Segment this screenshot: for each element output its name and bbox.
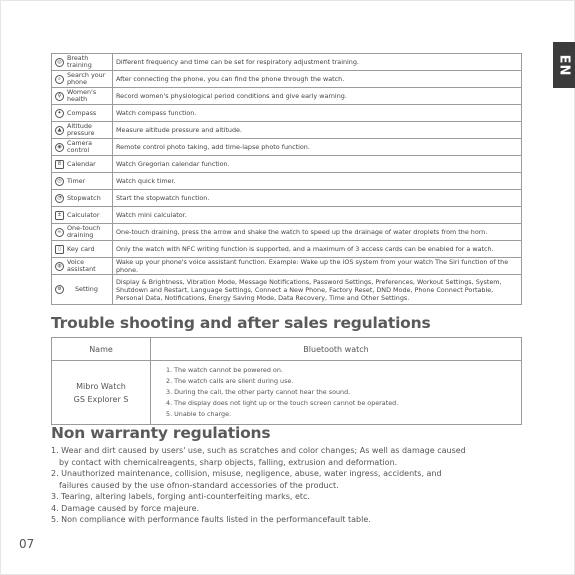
feature-row	[52, 139, 522, 156]
features-table	[51, 53, 522, 305]
feature-description: After connecting the phone, you can find the phone through the watch.	[113, 71, 522, 88]
warranty-item-text: 3. Tearing, altering labels, forging anti-counterfeiting marks, etc.	[51, 492, 310, 501]
feature-description: One-touch draining, press the arrow and shake the watch to speed up the drainage of water droplets from the horn.	[113, 224, 522, 241]
feature-row	[52, 54, 522, 71]
feature-name-cell	[52, 207, 113, 224]
feature-name-cell	[52, 105, 113, 122]
feature-name: Camera control	[67, 139, 93, 154]
fault-item: 3. During the call, the other party cannot hear the sound.	[166, 388, 351, 396]
feature-description: Different frequency and time can be set for respiratory adjustment training.	[113, 54, 522, 71]
feature-name: Stopwatch	[67, 193, 101, 202]
stopwatch-icon: ◔	[55, 194, 64, 203]
model-line-1: Mibro Watch	[76, 381, 126, 391]
warranty-item-text: 1. Wear and dirt caused by users' use, such as scratches and color changes; As well as damage caused	[51, 446, 466, 455]
feature-row	[52, 71, 522, 88]
feature-name: Timer	[67, 176, 86, 185]
feature-name: Setting	[75, 285, 98, 294]
feature-row	[52, 258, 522, 275]
warranty-item	[51, 445, 521, 468]
feature-name: Calculator	[67, 210, 100, 219]
feature-name-cell	[52, 190, 113, 207]
feature-name-cell	[52, 71, 113, 88]
trouble-section-title: Trouble shooting and after sales regulations	[51, 314, 431, 332]
warranty-item	[51, 503, 521, 515]
page-number: 07	[19, 537, 35, 551]
feature-name: Calendar	[67, 159, 96, 168]
warranty-item	[51, 468, 521, 491]
feature-name: Altitude pressure	[67, 122, 95, 137]
altitude-icon: ▲	[55, 126, 64, 135]
faults-cell	[151, 361, 522, 425]
fault-item: 5. Unable to charge.	[166, 410, 232, 418]
fault-item: 4. The display does not light up or the touch screen cannot be operated.	[166, 399, 399, 407]
feature-description: Measure altitude pressure and altitude.	[113, 122, 522, 139]
warranty-item-continuation: failures caused by the use ofnon-standard accessories of the product.	[59, 480, 339, 490]
key-card-icon: ▯	[55, 245, 64, 254]
feature-row	[52, 88, 522, 105]
feature-description: Watch mini calculator.	[113, 207, 522, 224]
feature-name: Key card	[67, 244, 95, 253]
feature-row	[52, 105, 522, 122]
feature-name-cell	[52, 241, 113, 258]
feature-description: Watch Gregorian calendar function.	[113, 156, 522, 173]
trouble-header-name: Name	[52, 338, 151, 361]
warranty-item-text: 4. Damage caused by force majeure.	[51, 503, 200, 513]
feature-name-cell	[52, 54, 113, 71]
feature-description: Record women's physiological period conditions and give early warning.	[113, 88, 522, 105]
trouble-header-product: Bluetooth watch	[151, 338, 522, 361]
feature-description: Only the watch with NFC writing function is supported, and a maximum of 3 access cards can be enabled for a watch.	[113, 241, 522, 258]
fault-item: 2. The watch calls are silent during use.	[166, 377, 294, 385]
feature-row	[52, 224, 522, 241]
feature-description: Watch compass function.	[113, 105, 522, 122]
feature-description: Wake up your phone's voice assistant function. Example: Wake up the iOS system from your watch The Siri function of the phone.	[113, 258, 522, 275]
language-label: EN	[556, 54, 572, 76]
calendar-icon: 8	[55, 160, 64, 169]
feature-name: Search your phone	[67, 71, 106, 86]
feature-description: Watch quick timer.	[113, 173, 522, 190]
feature-row	[52, 190, 522, 207]
feature-row	[52, 122, 522, 139]
feature-row	[52, 207, 522, 224]
trouble-table	[51, 337, 522, 425]
model-cell	[52, 361, 151, 425]
camera-icon: ◉	[55, 143, 64, 152]
feature-name: Women's health	[67, 88, 97, 103]
feature-name: Voice assistant	[67, 258, 96, 273]
timer-icon: ◷	[55, 177, 64, 186]
warranty-item	[51, 491, 521, 503]
compass-icon: ✦	[55, 109, 64, 118]
feature-row	[52, 241, 522, 258]
breath-icon: ◎	[55, 58, 64, 67]
warranty-list	[51, 445, 521, 526]
voice-assistant-icon: ◍	[55, 262, 64, 271]
feature-name-cell	[52, 88, 113, 105]
feature-row	[52, 156, 522, 173]
warranty-item-continuation: by contact with chemicalreagents, sharp objects, falling, extrusion and deformation.	[59, 457, 398, 467]
water-drain-icon: ≈	[55, 228, 64, 237]
model-line-2: GS Explorer S	[73, 394, 129, 404]
feature-name: Compass	[67, 108, 97, 117]
feature-name-cell	[52, 224, 113, 241]
warranty-item-text: 2. Unauthorized maintenance, collision, misuse, negligence, abuse, water ingress, accidents, and	[51, 469, 442, 478]
warranty-item-text: 5. Non compliance with performance faults listed in the performancefault table.	[51, 515, 371, 524]
warranty-item	[51, 514, 521, 526]
women-health-icon: ♀	[55, 92, 64, 101]
feature-name-cell	[52, 258, 113, 275]
feature-description: Display & Brightness, Vibration Mode, Message Notifications, Password Settings, Preferences, Workout Settings, System, Shutdown and Restart, Language Settings, Connect a New Phone, Factory Reset, DND Mode, Phone Connect Portable, Personal Data, Notifications, Energy Saving Mode, Data Recovery, Time and Other Settings.	[113, 275, 522, 305]
feature-description: Start the stopwatch function.	[113, 190, 522, 207]
fault-item: 1. The watch cannot be powered on.	[166, 366, 283, 374]
feature-description: Remote control photo taking, add time-lapse photo function.	[113, 139, 522, 156]
feature-name-cell	[52, 139, 113, 156]
calculator-icon: ±	[55, 211, 64, 220]
settings-icon: ⚙	[55, 285, 64, 294]
feature-name-cell	[52, 275, 113, 305]
feature-name: Breath training	[67, 54, 92, 69]
feature-row	[52, 275, 522, 305]
phone-search-icon: ⌕	[55, 75, 64, 84]
feature-name-cell	[52, 156, 113, 173]
feature-name: One-touch draining	[67, 224, 101, 239]
feature-name-cell	[52, 173, 113, 190]
language-tab	[553, 42, 575, 88]
feature-name-cell	[52, 122, 113, 139]
feature-row	[52, 173, 522, 190]
warranty-section-title: Non warranty regulations	[51, 424, 271, 442]
